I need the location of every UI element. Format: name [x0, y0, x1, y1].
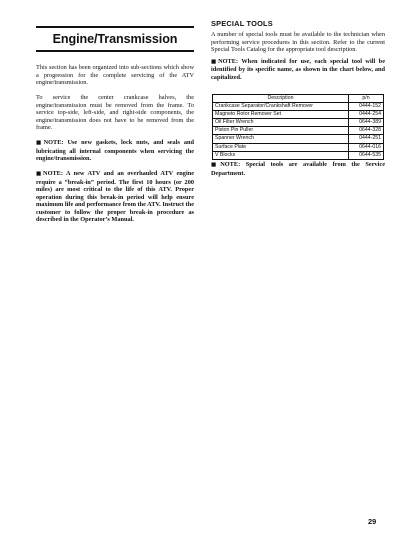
- tool-description-cell: Surface Plate: [213, 143, 349, 151]
- page-title: Engine/Transmission: [52, 32, 178, 46]
- special-tools-table-body: [213, 103, 384, 160]
- crankcase-paragraph: To service the center crankcase halves, the engine/transmission must be removed from the frame. To service top-side, left-side, and right-side components, the engine/transmission does not have to be removed from the frame.: [36, 94, 194, 131]
- tool-part-number-cell: 0444-254: [349, 111, 384, 119]
- table-row: [213, 151, 384, 159]
- special-tools-paragraph: A number of special tools must be available to the technician when performing service procedures in this section. Refer to the current Special Tools Catalog for the appropriate tool description.: [211, 31, 385, 53]
- note-bullet-icon: ■: [211, 162, 221, 168]
- tool-description-cell: Piston Pin Puller: [213, 127, 349, 135]
- gaskets-note: [36, 139, 194, 163]
- right-column: [211, 31, 385, 85]
- tool-description-cell: Magneto Rotor Remover Set: [213, 111, 349, 119]
- availability-note-text: NOTE: Special tools are available from the Service Department.: [211, 161, 385, 177]
- tool-part-number-cell: 0644-016: [349, 143, 384, 151]
- note-bullet-icon: ■: [211, 58, 219, 65]
- table-row: [213, 103, 384, 111]
- note-bullet-icon: ■: [36, 171, 44, 177]
- section-title-box: [36, 26, 194, 52]
- tool-part-number-cell: 0444-251: [349, 135, 384, 143]
- table-row: [213, 143, 384, 151]
- break-in-note-text: NOTE: A new ATV and an overhauled ATV engine require a “break-in” period. The first 10 hours (or 200 miles) are most critical to the life of this ATV. Proper operation during this break-in period will help ensure maximum life and performance from the ATV. Instruct the customer to follow the proper break-in procedure as described in the Operator’s Manual.: [36, 170, 194, 223]
- gaskets-note-text: NOTE: Use new gaskets, lock nuts, and seals and lubricating all internal components when servicing the engine/transmission.: [36, 139, 194, 162]
- table-row: [213, 111, 384, 119]
- availability-note: [211, 161, 385, 177]
- left-column: [36, 64, 194, 231]
- tool-part-number-cell: 0444-152: [349, 103, 384, 111]
- right-note-block: [211, 161, 385, 177]
- page-number: 29: [368, 517, 377, 526]
- break-in-note: [36, 170, 194, 224]
- intro-paragraph: This section has been organized into sub-sections which show a progression for the complete servicing of the ATV engine/transmission.: [36, 64, 194, 86]
- table-row: [213, 135, 384, 143]
- tool-name-note: [211, 58, 385, 82]
- description-header: Description: [213, 95, 349, 103]
- tool-description-cell: Oil Filter Wrench: [213, 119, 349, 127]
- tool-part-number-cell: 0644-389: [349, 119, 384, 127]
- part-number-header: p/n: [349, 95, 384, 103]
- table-row: [213, 127, 384, 135]
- tool-name-note-text: NOTE: When indicated for use, each special tool will be identified by its specific name, as shown in the chart below, and capitalized.: [211, 57, 385, 81]
- table-header-row: [213, 95, 384, 103]
- tool-description-cell: Crankcase Separator/Crankshaft Remover: [213, 103, 349, 111]
- note-bullet-icon: ■: [36, 140, 44, 146]
- table-row: [213, 119, 384, 127]
- tool-description-cell: Spanner Wrench: [213, 135, 349, 143]
- tool-part-number-cell: 0644-328: [349, 127, 384, 135]
- tool-description-cell: V Blocks: [213, 151, 349, 159]
- tool-part-number-cell: 0644-535: [349, 151, 384, 159]
- special-tools-table: [212, 94, 384, 160]
- special-tools-heading: SPECIAL TOOLS: [211, 19, 273, 28]
